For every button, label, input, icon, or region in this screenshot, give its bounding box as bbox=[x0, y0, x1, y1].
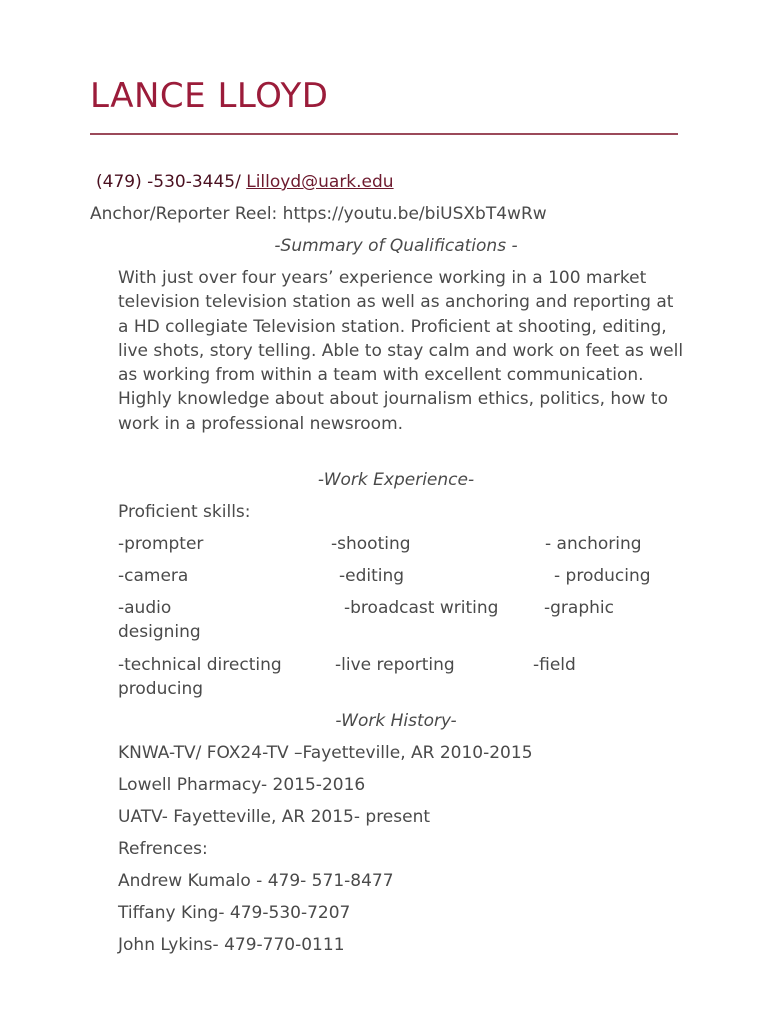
work-experience-heading: -Work Experience- bbox=[317, 470, 475, 490]
summary-paragraph: With just over four years’ experience working in a 100 market television television station as well as anchoring and reporting at a HD collegiate Television station. Proficient at shooting, editing, live shots, story telling. Able to stay calm and work on feet as well as working from within a team with excellent communication. Highly knowledge about about journalism ethics, politics, how to work in a professional newsroom. bbox=[118, 268, 684, 434]
skill-item-wrap: producing bbox=[118, 679, 204, 699]
skill-item: - producing bbox=[554, 566, 651, 586]
job-entry: Lowell Pharmacy- 2015-2016 bbox=[118, 775, 366, 795]
summary-heading: -Summary of Qualifications - bbox=[274, 236, 518, 256]
reference-entry: John Lykins- 479-770-0111 bbox=[118, 935, 345, 955]
reel-link-text: Anchor/Reporter Reel: https://youtu.be/biUSXbT4wRw bbox=[90, 204, 547, 224]
references-label: Refrences: bbox=[118, 839, 208, 859]
reference-entry: Andrew Kumalo - 479- 571-8477 bbox=[118, 871, 394, 891]
skill-item: -editing bbox=[339, 566, 405, 586]
skill-item: -live reporting bbox=[335, 655, 455, 675]
reference-entry: Tiffany King- 479-530-7207 bbox=[118, 903, 351, 923]
work-history-heading: -Work History- bbox=[335, 711, 457, 731]
skill-item: -shooting bbox=[331, 534, 411, 554]
resume-name: LANCE LLOYD bbox=[90, 76, 329, 116]
skill-item: -broadcast writing bbox=[344, 598, 499, 618]
header-divider bbox=[90, 133, 678, 135]
skill-item: -graphic bbox=[544, 598, 614, 618]
skill-item: -audio bbox=[118, 598, 172, 618]
skill-item: - anchoring bbox=[545, 534, 642, 554]
skill-item-wrap: designing bbox=[118, 622, 201, 642]
skill-item: -camera bbox=[118, 566, 189, 586]
skill-item: -prompter bbox=[118, 534, 204, 554]
job-entry: KNWA-TV/ FOX24-TV –Fayetteville, AR 2010-2015 bbox=[118, 743, 533, 763]
email-link[interactable]: Lilloyd@uark.edu bbox=[246, 172, 394, 192]
phone-number: (479) -530-3445/ bbox=[96, 172, 247, 192]
skill-item: -field bbox=[533, 655, 576, 675]
contact-line bbox=[96, 170, 394, 194]
skill-item: -technical directing bbox=[118, 655, 282, 675]
job-entry: UATV- Fayetteville, AR 2015- present bbox=[118, 807, 431, 827]
skills-label: Proficient skills: bbox=[118, 502, 251, 522]
